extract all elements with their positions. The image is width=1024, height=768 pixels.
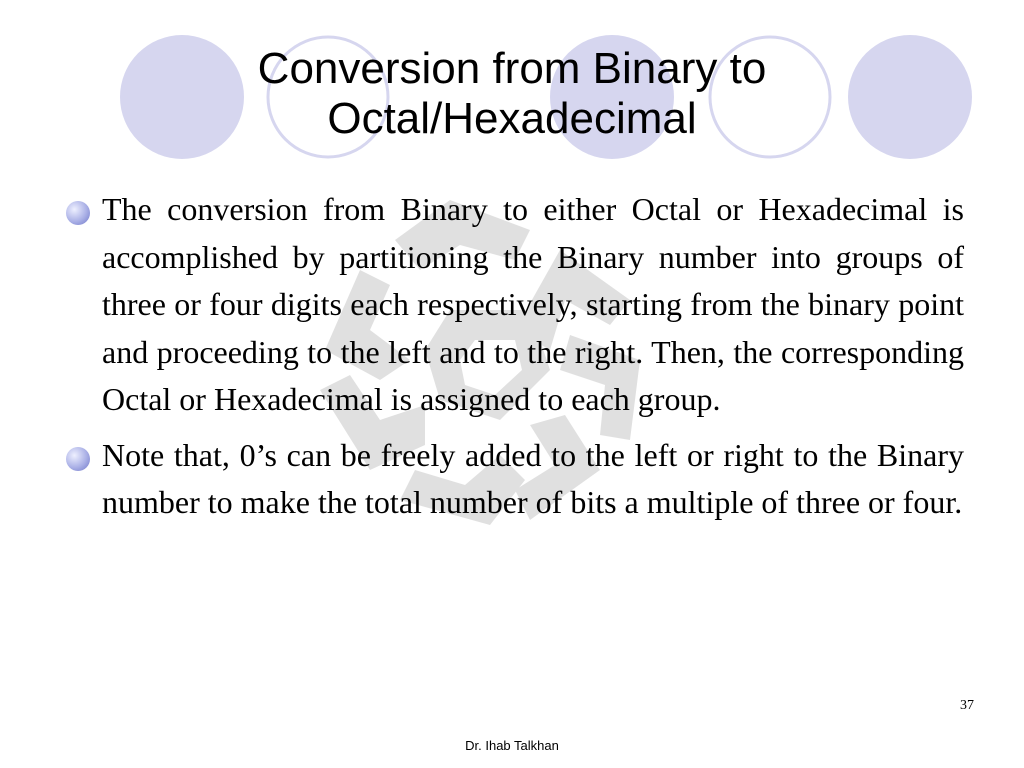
- page-number: 37: [960, 698, 974, 713]
- bullet-item: [64, 186, 964, 424]
- slide-title: [150, 44, 874, 144]
- footer-author: Dr. Ihab Talkhan: [465, 738, 559, 753]
- slide-title-line-2: Octal/Hexadecimal: [327, 94, 697, 143]
- bullet-text: Note that, 0’s can be freely added to the left or right to the Binary number to make the total number of bits a multiple of three or four.: [102, 436, 964, 520]
- bullet-marker-icon: [66, 447, 90, 471]
- bullet-text: The conversion from Binary to either Octal or Hexadecimal is accomplished by partitioning the Binary number into groups of three or four digits each respectively, starting from the binary point and proceeding to the left and to the right. Then, the corresponding Octal or Hexadecimal is assigned to each group.: [102, 191, 964, 417]
- bullet-marker-icon: [66, 201, 90, 225]
- bullet-item: [64, 432, 964, 527]
- bullet-list: [64, 186, 964, 535]
- slide-title-line-1: Conversion from Binary to: [257, 44, 767, 93]
